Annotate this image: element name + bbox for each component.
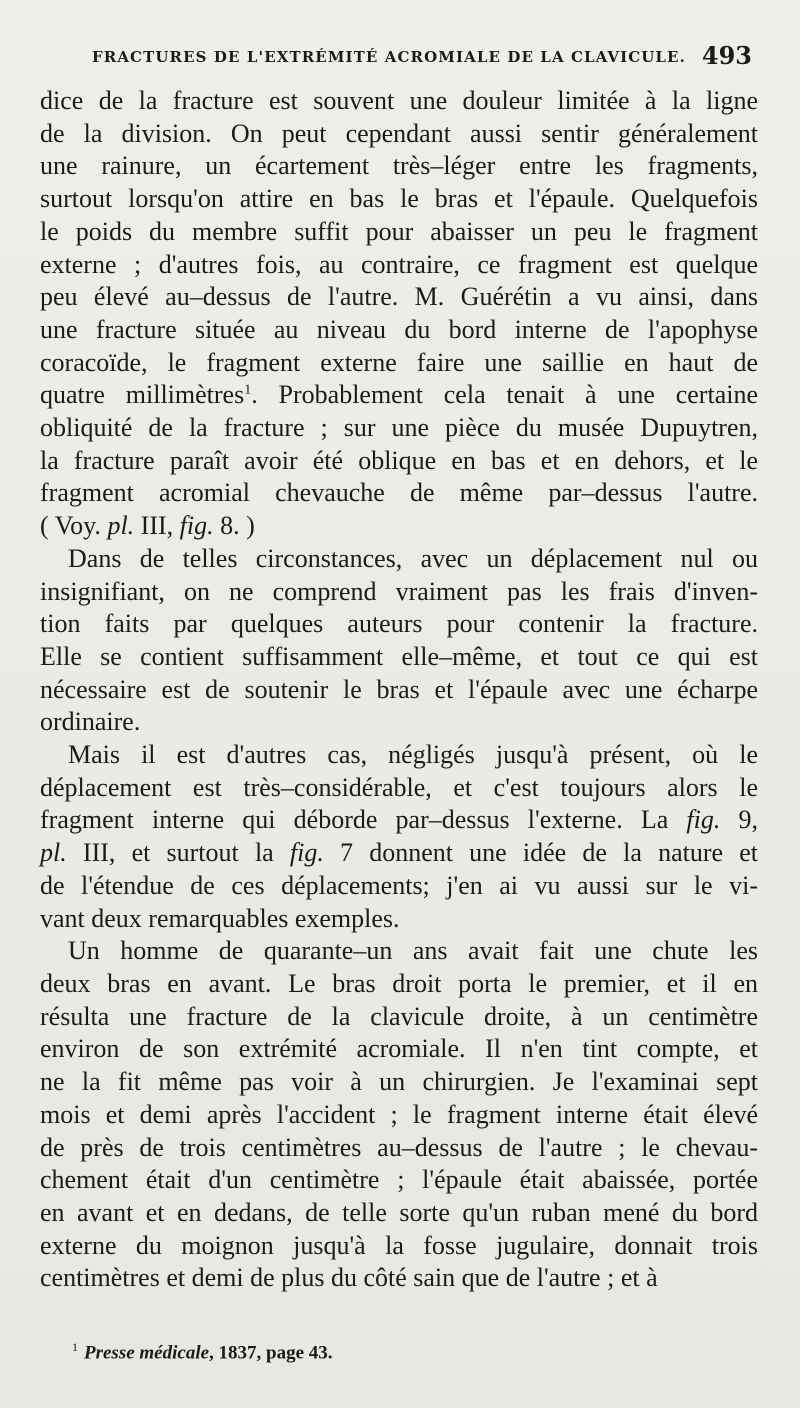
- paragraph: [40, 935, 758, 1295]
- text-line: quatre millimètres$^1$. Probablement cela tenait à une certaine: [40, 380, 758, 410]
- text-line: ordinaire.: [40, 707, 141, 737]
- text-line: surtout lorsqu'on attire en bas le bras et l'épaule. Quelquefois: [40, 184, 758, 214]
- text-line: en avant et en dedans, de telle sorte qu'un ruban mené du bord: [40, 1197, 758, 1227]
- text-line: de près de trois centimètres au–dessus de l'autre ; le chevau-: [40, 1132, 758, 1162]
- text-line: ne la fit même pas voir à un chirurgien. Je l'examinai sept: [40, 1067, 758, 1097]
- footnote: [72, 1340, 712, 1364]
- text-line: insignifiant, on ne comprend vraiment pas les frais d'inven-: [40, 576, 758, 606]
- text-line: chement était d'un centimètre ; l'épaule était abaissée, portée: [40, 1165, 758, 1195]
- footnote-citation: , 1837, page 43.: [209, 1342, 333, 1364]
- text-line: centimètres et demi de plus du côté sain que de l'autre ; et à: [40, 1263, 658, 1293]
- text-line: environ de son extrémité acromiale. Il n'en tint compte, et: [40, 1034, 758, 1064]
- text-line: Mais il est d'autres cas, négligés jusqu'à présent, où le: [68, 740, 758, 770]
- text-line: une fracture située au niveau du bord interne de l'apophyse: [40, 314, 758, 344]
- text-line: coracoïde, le fragment externe faire une saillie en haut de: [40, 347, 758, 377]
- text-line: résulta une fracture de la clavicule droite, à un centimètre: [40, 1001, 758, 1031]
- body-text: [40, 85, 758, 1295]
- text-line: ( Voy. pl. III, fig. 8. ): [40, 511, 255, 541]
- text-line: fragment interne qui déborde par–dessus l'externe. La fig. 9,: [40, 805, 758, 835]
- text-line: tion faits par quelques auteurs pour contenir la fracture.: [40, 609, 758, 639]
- footnote-marker: 1: [72, 1340, 78, 1354]
- text-line: externe ; d'autres fois, au contraire, ce fragment est quelque: [40, 249, 758, 279]
- paragraph: [40, 85, 758, 543]
- text-line: obliquité de la fracture ; sur une pièce du musée Dupuytren,: [40, 413, 758, 443]
- text-line: vant deux remarquables exemples.: [40, 903, 400, 933]
- text-line: Elle se contient suffisamment elle–même, et tout ce qui est: [40, 641, 758, 671]
- text-line: une rainure, un écartement très–léger entre les fragments,: [40, 151, 758, 181]
- text-line: la fracture paraît avoir été oblique en bas et en dehors, et le: [40, 445, 758, 475]
- text-line: fragment acromial chevauche de même par–dessus l'autre.: [40, 478, 758, 508]
- page-number: 493: [701, 41, 752, 70]
- text-line: déplacement est très–considérable, et c'est toujours alors le: [40, 772, 758, 802]
- text-line: nécessaire est de soutenir le bras et l'épaule avec une écharpe: [40, 674, 758, 704]
- text-line: pl. III, et surtout la fig. 7 donnent une idée de la nature et: [40, 838, 758, 868]
- text-line: Un homme de quarante–un ans avait fait une chute les: [68, 936, 758, 966]
- paragraph: [40, 739, 758, 935]
- text-line: externe du moignon jusqu'à la fosse jugulaire, donnait trois: [40, 1230, 758, 1260]
- text-line: deux bras en avant. Le bras droit porta le premier, et il en: [40, 968, 758, 998]
- text-line: Dans de telles circonstances, avec un déplacement nul ou: [68, 543, 758, 573]
- text-line: peu élevé au–dessus de l'autre. M. Guérétin a vu ainsi, dans: [40, 282, 758, 312]
- footnote-title: Presse médicale: [84, 1342, 210, 1364]
- paragraph: [40, 543, 758, 739]
- text-line: de l'étendue de ces déplacements; j'en ai vu aussi sur le vi-: [40, 870, 758, 900]
- text-line: dice de la fracture est souvent une douleur limitée à la ligne: [40, 86, 758, 115]
- text-line: le poids du membre suffit pour abaisser un peu le fragment: [40, 216, 758, 246]
- text-line: mois et demi après l'accident ; le fragment interne était élevé: [40, 1099, 758, 1129]
- page-header: [92, 40, 752, 74]
- text-line: de la division. On peut cependant aussi sentir généralement: [40, 118, 758, 148]
- running-head: FRACTURES DE L'EXTRÉMITÉ ACROMIALE DE LA CLAVICULE.: [92, 48, 686, 66]
